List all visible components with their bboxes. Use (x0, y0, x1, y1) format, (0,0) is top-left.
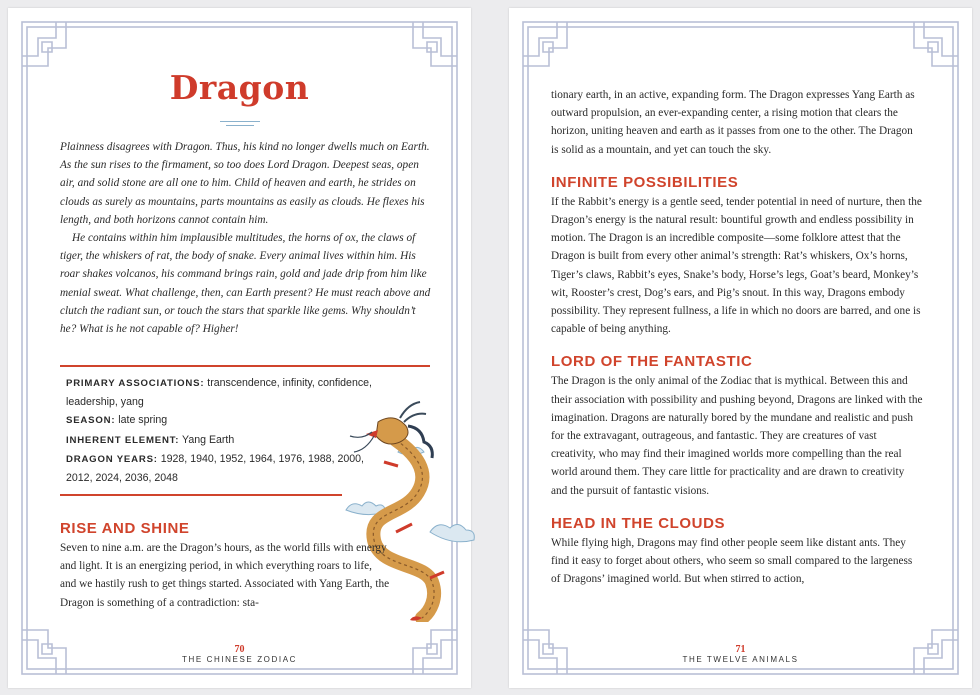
continuation-paragraph: tionary earth, in an active, expanding form. The Dragon expresses Yang Earth as outward propulsion, an ever-expanding center, a rising motion that clears the horizon, uniting heaven and earth as it passes from one to the other. The Dragon is solid as a mountain, and yet can touch the sky. (551, 89, 915, 156)
left-page (8, 8, 471, 688)
section-paragraph: While flying high, Dragons may find other people seem like distant ants. They find it easy to forget about others, who seem so small compared to the largeness of Dragons’ imagined world. But when stirred to action, (551, 536, 913, 586)
divider (60, 365, 430, 367)
section-heading-infinite-possibilities: INFINITE POSSIBILITIES (551, 173, 739, 191)
page-number: 70 (234, 644, 245, 655)
section-paragraph: If the Rabbit’s energy is a gentle seed, tender potential in need of nurture, then the Dragon’s energy is the natural result: bountiful growth and endless possibility in motion. The Dragon is an incredible composite—some folklore attest that the Dragon is built from every other animal’s strength: Rat’s whiskers, Ox’s horns, Tiger’s claws, Rabbit’s eyes, Snake’s body, Horse’s legs, Goat’s beard, Monkey’s wit, Rooster’s crest, Dog’s ears, and Pig’s snout. In this way, Dragons embody possibility. They represent fullness, a life in which no doors are barred, and one is capable of being anything. (551, 195, 922, 336)
section-heading-head-in-the-clouds: HEAD IN THE CLOUDS (551, 514, 726, 532)
page-title: Dragon (169, 68, 310, 107)
section-paragraph: The Dragon is the only animal of the Zodiac that is mythical. Between this and their association with possibility and pushing beyond, Dragons are linked with the imagination. Dragons are naturally bored by the mundane and realistic and push for the extravagant, outrageous, and fantastic. They are creatures of vast creativity, who may find their imagined worlds more compelling than the real world around them. They care little for practicality and are drawn to creativity and the pursuit of fantastic visions. (551, 375, 923, 497)
title-rule (220, 121, 260, 122)
association-element: INHERENT ELEMENT: Yang Earth (66, 433, 235, 446)
page-number: 71 (735, 644, 746, 655)
section-heading-lord-of-the-fantastic: LORD OF THE FANTASTIC (551, 353, 753, 371)
association-years: DRAGON YEARS: 1928, 1940, 1952, 1964, 1976, 1988, 2000, 2012, 2024, 2036, 2048 (66, 452, 364, 485)
intro-text (60, 138, 432, 338)
running-title: THE CHINESE ZODIAC (181, 655, 298, 664)
section-paragraph: Seven to nine a.m. are the Dragon’s hours, as the world fills with energy and light. It is an energizing period, in which everything roars to life, and we hastily rush to get things started. Associated with Yang Earth, the Dragon is something of a contradiction: sta- (60, 542, 390, 609)
section-rise-and-shine (60, 519, 390, 612)
intro-paragraph: Plainness disagrees with Dragon. Thus, his kind no longer dwells much on Earth. As the sun rises to the firmament, so too does Lord Dragon. Deepest seas, open air, and solid stone are all one to him. Child of heaven and earth, he strides on clouds as surely as mountains, parts mountains as easily as clouds. He flexes his length, and both horizons cannot contain him. (60, 141, 430, 226)
right-page-body (551, 86, 923, 588)
association-season: SEASON: late spring (66, 414, 168, 427)
running-title: THE TWELVE ANIMALS (682, 655, 799, 664)
title-rule (226, 125, 254, 126)
right-page (509, 8, 972, 688)
association-primary: PRIMARY ASSOCIATIONS: transcendence, infinity, confidence, leadership, yang (66, 377, 372, 409)
section-heading: RISE AND SHINE (60, 520, 190, 537)
divider (60, 494, 342, 496)
intro-paragraph: He contains within him implausible multitudes, the horns of ox, the claws of tiger, the whiskers of rat, the body of snake. Every animal lives within him. His roar shakes volcanos, his command brings rain, gold and jade drip from him like menial sweat. What challenge, then, can Earth present? He must reach above and clutch the radiant sun, or touch the stars that sparkle like gems. Why shouldn’t he? What is he not capable of? Higher! (60, 232, 431, 336)
